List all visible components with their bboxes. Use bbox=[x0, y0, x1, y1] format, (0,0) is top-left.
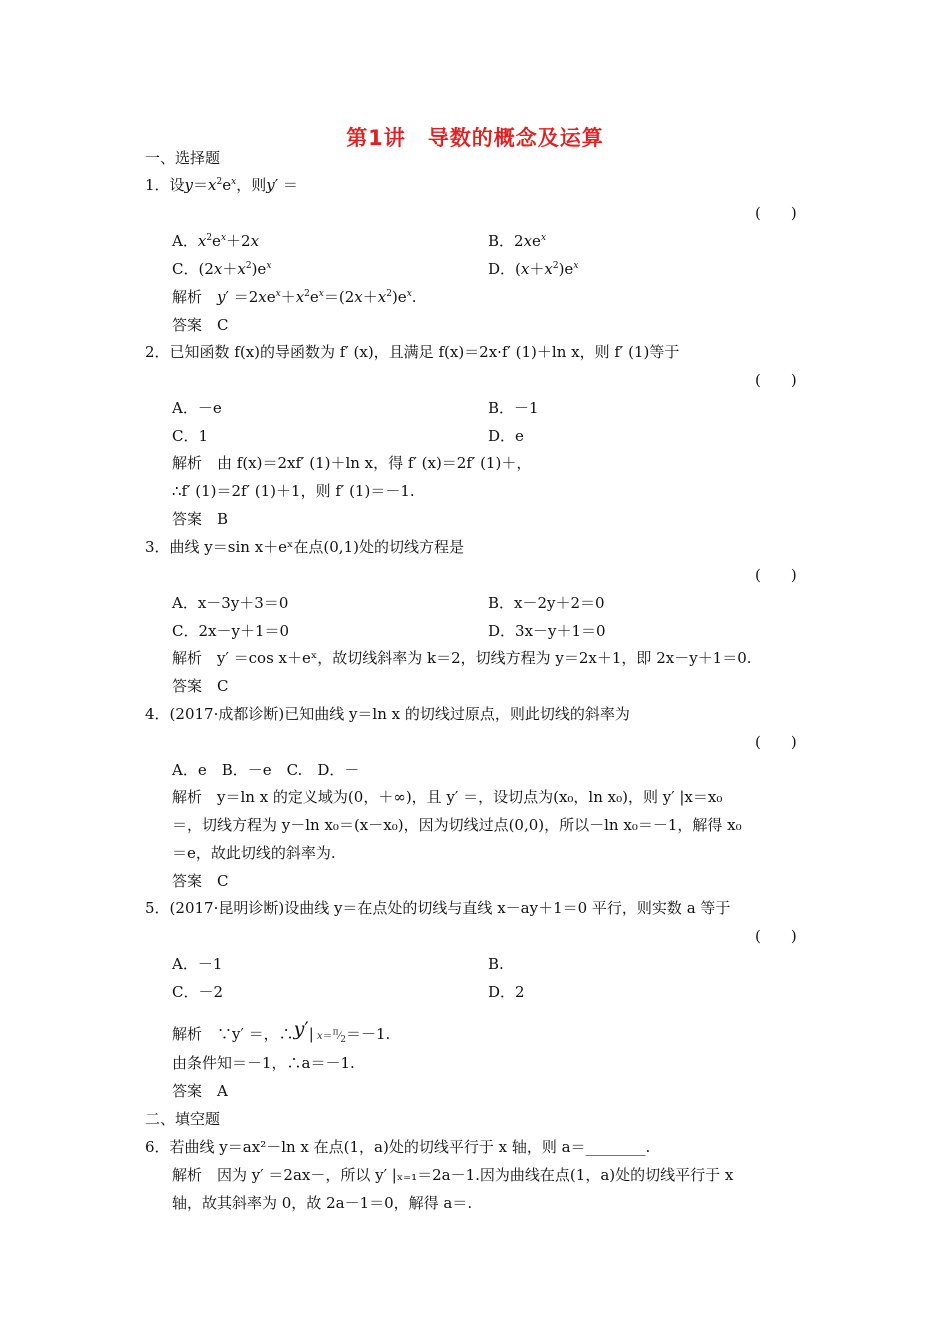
question-1-analysis: 解析 $y' =2xe^x+x^2e^x=(2x+x^2)e^x$. bbox=[172, 288, 417, 306]
question-2-option-c: C．1 bbox=[172, 427, 209, 445]
question-1-option-b: B．$2xe^x$ bbox=[488, 232, 547, 250]
question-3-answer: 答案 C bbox=[172, 677, 229, 695]
answer-paren: ( ) bbox=[755, 733, 797, 751]
answer-paren: ( ) bbox=[755, 927, 797, 945]
question-1-option-a: A．$x^2e^x+2x$ bbox=[172, 232, 260, 250]
section-heading-choice: 一、选择题 bbox=[145, 149, 221, 167]
question-4-answer: 答案 C bbox=[172, 872, 229, 890]
question-5-answer: 答案 A bbox=[172, 1082, 228, 1100]
answer-paren: ( ) bbox=[755, 566, 797, 584]
question-5-option-c: C．－2 bbox=[172, 983, 224, 1001]
question-5-option-d: D．2 bbox=[488, 983, 525, 1001]
question-5-analysis-line2: 由条件知＝－1，∴a＝－1. bbox=[172, 1054, 355, 1072]
question-4-analysis-line2: ＝，切线方程为 y－ln x₀＝(x－x₀)，因为切线过点(0,0)，所以－ln x₀＝－1，解得 x₀ bbox=[172, 816, 742, 834]
question-6-analysis-line1: 解析 因为 y′ ＝2ax－，所以 y′ |ₓ₌₁＝2a－1.因为曲线在点(1，a)处的切线平行于 x bbox=[172, 1166, 734, 1184]
answer-paren: ( ) bbox=[755, 371, 797, 389]
question-1-answer: 答案 C bbox=[172, 316, 229, 334]
question-3-option-b: B．x－2y＋2＝0 bbox=[488, 594, 605, 612]
question-1-option-d: D．$(x+x^2)e^x$ bbox=[488, 260, 579, 278]
answer-paren: ( ) bbox=[755, 204, 797, 222]
question-3-option-d: D．3x－y＋1＝0 bbox=[488, 622, 606, 640]
question-6-analysis-line2: 轴，故其斜率为 0，故 2a－1＝0，解得 a＝. bbox=[172, 1194, 473, 1212]
section-heading-fill: 二、填空题 bbox=[145, 1110, 221, 1128]
question-1-stem: 1．设$y=x^2e^x$，则y′ ＝ bbox=[145, 176, 298, 194]
question-4-analysis-line3: ＝e，故此切线的斜率为. bbox=[172, 844, 336, 862]
question-3-option-a: A．x－3y＋3＝0 bbox=[172, 594, 289, 612]
question-5-analysis-line1: 解析 ∵y′ ＝，∴y′| $x=^\pi⁄_2=-1$. bbox=[172, 1018, 391, 1045]
question-5-stem: 5．(2017·昆明诊断)设曲线 y＝在点处的切线与直线 x－ay＋1＝0 平行，则实数 a 等于 bbox=[145, 899, 731, 917]
question-2-analysis-line2: ∴f′ (1)＝2f′ (1)＋1，则 f′ (1)＝－1. bbox=[172, 482, 415, 500]
question-4-options: A．e B．－e C. D．－ bbox=[172, 761, 360, 779]
question-3-analysis: 解析 y′ ＝cos x＋eˣ，故切线斜率为 k＝2，切线方程为 y＝2x＋1，即 2x－y＋1＝0. bbox=[172, 649, 752, 667]
question-2-option-a: A．－e bbox=[172, 399, 222, 417]
question-5-option-b: B. bbox=[488, 955, 504, 973]
question-2-answer: 答案 B bbox=[172, 510, 229, 528]
page-title: 第1讲 导数的概念及运算 bbox=[346, 126, 604, 150]
question-2-stem: 2．已知函数 f(x)的导函数为 f′ (x)，且满足 f(x)＝2x·f′ (1)＋ln x，则 f′ (1)等于 bbox=[145, 343, 680, 361]
question-5-option-a: A．－1 bbox=[172, 955, 223, 973]
question-3-option-c: C．2x－y＋1＝0 bbox=[172, 622, 290, 640]
question-2-option-b: B．－1 bbox=[488, 399, 539, 417]
question-3-stem: 3．曲线 y＝sin x＋eˣ在点(0,1)处的切线方程是 bbox=[145, 538, 464, 556]
question-1-option-c: C．$(2x+x^2)e^x$ bbox=[172, 260, 272, 278]
question-4-analysis-line1: 解析 y＝ln x 的定义域为(0，＋∞)，且 y′ ＝，设切点为(x₀，ln x₀)，则 y′ |x＝x₀ bbox=[172, 788, 723, 806]
question-2-analysis-line1: 解析 由 f(x)＝2xf′ (1)＋ln x，得 f′ (x)＝2f′ (1)＋， bbox=[172, 454, 532, 472]
question-6-stem: 6．若曲线 y＝ax²－ln x 在点(1，a)处的切线平行于 x 轴，则 a＝________. bbox=[145, 1138, 651, 1156]
question-2-option-d: D．e bbox=[488, 427, 524, 445]
question-4-stem: 4．(2017·成都诊断)已知曲线 y＝ln x 的切线过原点，则此切线的斜率为 bbox=[145, 705, 630, 723]
